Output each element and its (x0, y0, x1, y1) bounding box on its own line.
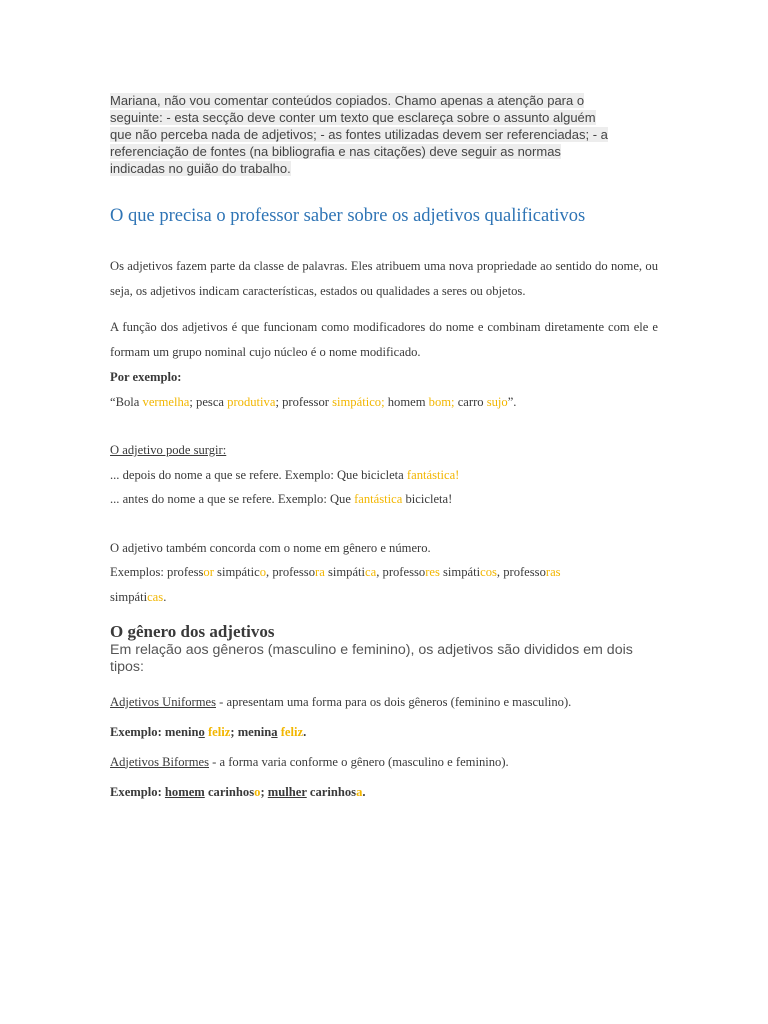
examples-line (110, 390, 658, 415)
comment-line: referenciação de fontes (na bibliografia e nas citações) deve seguir as normas (110, 144, 561, 159)
reviewer-comment (110, 92, 658, 177)
text: ; (230, 724, 238, 739)
agreement-examples-cont (110, 585, 658, 610)
text: “Bola (110, 394, 143, 409)
stem: simpátic (213, 565, 260, 579)
text: ; (260, 784, 268, 799)
text: ... depois do nome a que se refere. Exemplo: Que bicicleta (110, 467, 407, 482)
adjective: fantástica! (406, 467, 460, 482)
ending: a (356, 784, 363, 799)
text: Exemplo: (110, 784, 165, 799)
text: homem (384, 394, 429, 409)
stem: , professo (496, 565, 546, 579)
comment-line: Mariana, não vou comentar conteúdos copiados. Chamo apenas a atenção para o (110, 93, 585, 108)
adjective: fantástica (354, 492, 403, 506)
gender-intro: Em relação aos gêneros (masculino e feminino), os adjetivos são divididos em dois tipos: (110, 642, 633, 675)
text: ; pesca (189, 394, 228, 409)
stem: carinhos (204, 784, 255, 799)
gender-heading: O gênero dos adjetivos (110, 622, 275, 641)
function-paragraph: A função dos adjetivos é que funcionam como modificadores do nome e combinam diretamente com ele e formam um grupo nominal cujo núcleo é o nome modificado. (110, 320, 658, 359)
adjective: simpático; (332, 394, 385, 409)
ending: cas (147, 589, 164, 604)
text: ; professor (275, 394, 333, 409)
main-heading: O que precisa o professor saber sobre os adjetivos qualificativos (110, 206, 586, 226)
text: ”. (507, 394, 517, 409)
ending: a (271, 724, 278, 739)
comment-line: que não perceba nada de adjetivos; - as fontes utilizadas devem ser referenciadas; - a (110, 127, 608, 142)
adjective: vermelha (142, 394, 190, 409)
document-page (110, 92, 658, 801)
adjective: feliz (207, 724, 231, 739)
stem: simpáti (439, 565, 481, 579)
text: - apresentam uma forma para os dois gêneros (feminino e masculino). (215, 695, 572, 709)
text: Exemplo: (110, 724, 165, 739)
position-before (110, 487, 658, 512)
text: . (303, 724, 307, 739)
text: . (163, 589, 167, 604)
stem: menin (164, 724, 199, 739)
ending: o (198, 724, 205, 739)
text: Exemplos: (110, 565, 168, 579)
stem: menin (237, 724, 272, 739)
stem: profess (167, 565, 204, 579)
intro-paragraph: Os adjetivos fazem parte da classe de palavras. Eles atribuem uma nova propriedade ao sentido do nome, ou seja, os adjetivos indicam características, estados ou qualidades a seres ou objetos. (110, 259, 658, 298)
adjective: sujo (486, 394, 508, 409)
text: ... antes do nome a que se refere. Exemplo: Que (110, 492, 355, 506)
ending: ra (315, 565, 325, 579)
adjective: bom; (428, 394, 455, 409)
stem: , professo (376, 565, 426, 579)
noun: mulher (267, 784, 307, 799)
comment-line: indicadas no guião do trabalho. (110, 161, 291, 176)
comment-line: seguinte: - esta secção deve conter um texto que esclareça sobre o assunto alguém (110, 110, 596, 125)
text: - a forma varia conforme o gênero (masculino e feminino). (209, 754, 509, 769)
stem: simpáti (324, 565, 366, 579)
stem: simpáti (110, 589, 148, 604)
uniform-example (110, 724, 658, 741)
stem: , professo (266, 565, 315, 579)
text: . (362, 784, 366, 799)
text: bicicleta! (402, 492, 453, 506)
adjective: produtiva (227, 394, 276, 409)
ending: o (254, 784, 261, 799)
biform-example (110, 784, 658, 801)
term: Adjetivos Uniformes (110, 695, 216, 709)
ending: cos (480, 565, 497, 579)
position-title: O adjetivo pode surgir: (110, 443, 227, 457)
term: Adjetivos Biformes (110, 754, 209, 769)
biform-definition (110, 754, 658, 771)
text: carro (454, 394, 487, 409)
agreement-sentence: O adjetivo também concorda com o nome em gênero e número. (110, 540, 431, 555)
ending: ras (545, 565, 561, 579)
adjective: feliz (280, 724, 304, 739)
agreement-examples (110, 560, 658, 585)
ending: o (259, 565, 267, 579)
example-label: Por exemplo: (110, 370, 182, 384)
ending: or (203, 565, 214, 579)
ending: res (425, 565, 440, 579)
position-after (110, 463, 658, 488)
ending: ca (365, 565, 377, 579)
noun: homem (164, 784, 205, 799)
uniform-definition (110, 694, 658, 712)
stem: carinhos (306, 784, 357, 799)
